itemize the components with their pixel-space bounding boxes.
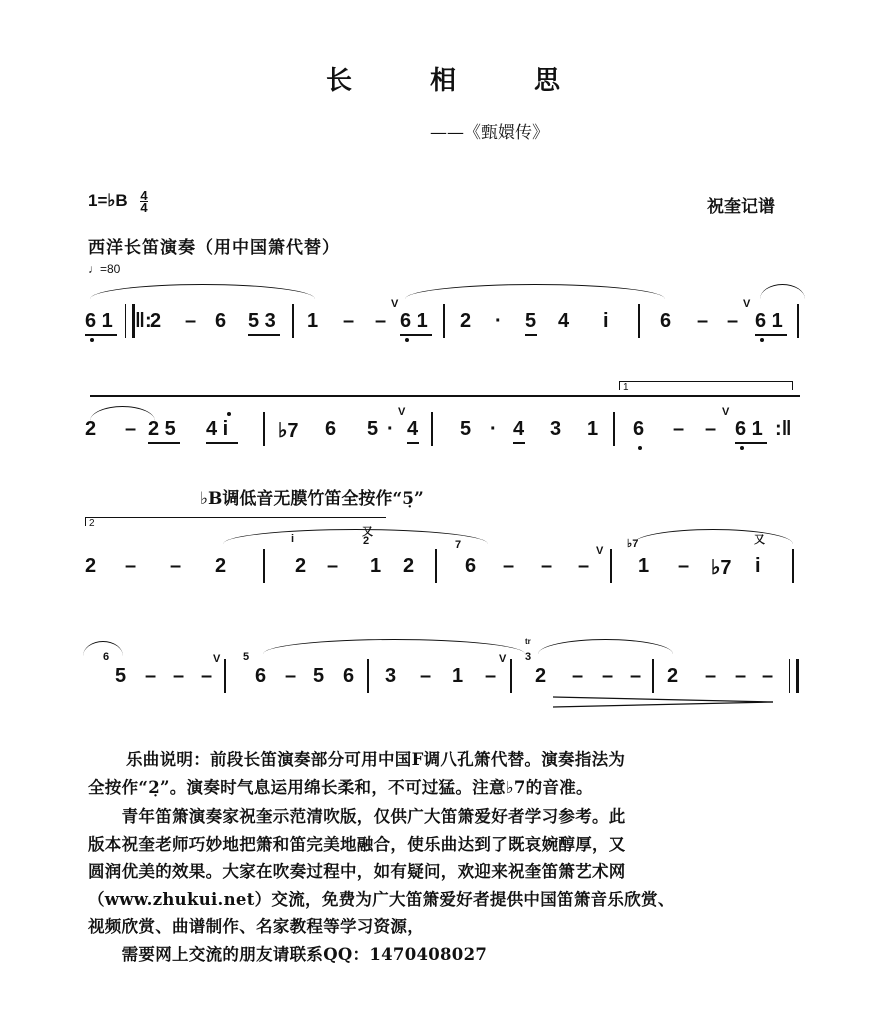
- augmentation-dot: ·: [495, 310, 502, 332]
- grace-note: 2: [363, 535, 370, 547]
- barline: [638, 304, 640, 338]
- text-line: 圆润优美的效果。大家在吹奏过程中，如有疑问，欢迎来祝奎笛箫艺术网: [88, 862, 626, 881]
- description-paragraph-1: [88, 746, 808, 801]
- note: 6: [465, 555, 477, 577]
- note: 6: [633, 418, 645, 440]
- slur: [633, 529, 793, 544]
- note: 5: [525, 310, 537, 332]
- underline: [525, 334, 537, 336]
- song-title: [0, 60, 888, 97]
- note: 4: [407, 418, 419, 440]
- barline: [443, 304, 445, 338]
- note: 2: [150, 310, 162, 332]
- dash: –: [697, 310, 709, 332]
- breath-mark: V: [398, 406, 406, 418]
- underline: [85, 334, 117, 336]
- time-sig-top: 4: [140, 188, 148, 203]
- barline: [610, 549, 612, 583]
- dash: –: [170, 555, 182, 577]
- slur: [405, 284, 665, 299]
- low-dot: [405, 338, 409, 342]
- title-char: 思: [534, 66, 563, 96]
- dash: –: [201, 665, 213, 687]
- dash: –: [572, 665, 584, 687]
- low-dot: [740, 446, 744, 450]
- note: 2: [460, 310, 472, 332]
- repeat-end: :‖: [775, 418, 792, 440]
- final-barline: [789, 659, 799, 693]
- breath-mark: V: [743, 298, 751, 310]
- underline: [148, 442, 180, 444]
- trill-mark: tr: [525, 637, 531, 646]
- note-high: 2: [403, 555, 415, 577]
- fingering-mark: 又: [754, 534, 765, 546]
- dash: –: [735, 665, 747, 687]
- dash: –: [705, 665, 717, 687]
- score-line-1: [85, 298, 805, 350]
- augmentation-dot: ·: [387, 418, 394, 440]
- barline: [263, 412, 265, 446]
- barline: [367, 659, 369, 693]
- underline: [248, 334, 280, 336]
- note-high: 2: [295, 555, 307, 577]
- description-paragraph-2: [88, 803, 808, 968]
- note: 2: [667, 665, 679, 687]
- barline: [224, 659, 226, 693]
- breath-mark: V: [213, 653, 221, 665]
- barline: [431, 412, 433, 446]
- score-line-4: [85, 637, 805, 705]
- decrescendo-hairpin: [553, 695, 778, 709]
- barline: [510, 659, 512, 693]
- underline: [735, 442, 767, 444]
- dash: –: [285, 665, 297, 687]
- text-line: 视频欣赏、曲谱制作、名家教程等学习资源，: [88, 917, 424, 936]
- note: 1: [452, 665, 464, 687]
- dash: –: [762, 665, 774, 687]
- note: 2: [215, 555, 227, 577]
- dash: –: [343, 310, 355, 332]
- volta-1: [619, 381, 793, 393]
- volta-2: [85, 517, 386, 529]
- grace-note: i: [291, 533, 295, 545]
- note: 6: [325, 418, 337, 440]
- dash: –: [185, 310, 197, 332]
- repeat-start: [125, 304, 135, 338]
- note: 6: [215, 310, 227, 332]
- note-high: i: [603, 310, 609, 332]
- key-label: 1=♭B: [88, 190, 128, 210]
- note: 4: [558, 310, 570, 332]
- dash: –: [705, 418, 717, 440]
- slur: [538, 639, 673, 654]
- slur: [263, 639, 525, 654]
- dash: –: [673, 418, 685, 440]
- volta-1-label: 1: [623, 382, 629, 393]
- text-line: （www.zhukui.net）交流，免费为广大笛箫爱好者提供中国笛箫音乐欣赏、: [88, 889, 675, 909]
- tempo-mark: ♩=80: [88, 262, 121, 276]
- note-group: 2 5: [148, 418, 176, 440]
- breath-mark: V: [596, 545, 604, 557]
- arranger: 祝奎记谱: [707, 197, 775, 217]
- note: 5: [115, 665, 127, 687]
- note: 2: [85, 555, 97, 577]
- low-dot: [638, 446, 642, 450]
- volta-2-label: 2: [89, 518, 95, 529]
- title-char: 长: [325, 66, 354, 96]
- dash: –: [485, 665, 497, 687]
- dash: –: [145, 665, 157, 687]
- grace-note: ♭7: [627, 538, 639, 550]
- note: 5: [313, 665, 325, 687]
- contact-line: 需要网上交流的朋友请联系QQ：1470408027: [88, 944, 488, 964]
- slur: [223, 529, 488, 544]
- grace-note: 5: [243, 651, 250, 663]
- barline: [792, 549, 794, 583]
- text-line: 版本祝奎老师巧妙地把箫和笛完美地融合，使乐曲达到了既哀婉醇厚，又: [88, 834, 626, 854]
- note: 5: [367, 418, 379, 440]
- note-group: 6 1: [755, 310, 783, 332]
- subtitle: ——《甄嬛传》: [430, 123, 549, 143]
- note-high: 1: [370, 555, 382, 577]
- note-group: 6 1: [735, 418, 763, 440]
- underline: [755, 334, 787, 336]
- note: 1: [587, 418, 599, 440]
- low-dot: [760, 338, 764, 342]
- note: 3: [550, 418, 562, 440]
- note-high: 1: [638, 555, 650, 577]
- dash: –: [125, 555, 137, 577]
- slur: [760, 284, 805, 299]
- dash: –: [727, 310, 739, 332]
- underline: [206, 442, 238, 444]
- performance-note: 西洋长笛演奏（用中国箫代替）: [88, 238, 340, 258]
- note: 1: [307, 310, 319, 332]
- note-group: 6 1: [400, 310, 428, 332]
- dash: –: [420, 665, 432, 687]
- flute-note: ♭B调低音无膜竹笛全按作“5̣”: [200, 489, 424, 509]
- dash: –: [503, 555, 515, 577]
- note-group: 5 3: [248, 310, 276, 332]
- note: 5: [460, 418, 472, 440]
- barline: [613, 412, 615, 446]
- breath-mark: V: [499, 653, 507, 665]
- underline: [407, 442, 419, 444]
- key-signature: [88, 190, 148, 213]
- low-dot: [90, 338, 94, 342]
- grace-note: 6: [103, 651, 110, 663]
- note-group: 4 i: [206, 418, 229, 440]
- dash: –: [173, 665, 185, 687]
- note: 6: [343, 665, 355, 687]
- note: 2: [535, 665, 547, 687]
- dash: –: [602, 665, 614, 687]
- note: 2: [85, 418, 97, 440]
- dash: –: [630, 665, 642, 687]
- text-line: 青年笛箫演奏家祝奎示范清吹版，仅供广大笛箫爱好者学习参考。此: [88, 807, 626, 826]
- underline: [513, 442, 525, 444]
- note: 4: [513, 418, 525, 440]
- barline: [292, 304, 294, 338]
- barline: [435, 549, 437, 583]
- augmentation-dot: ·: [490, 418, 497, 440]
- dash: –: [125, 418, 137, 440]
- barline: [797, 304, 799, 338]
- grace-note: 7: [455, 539, 462, 551]
- breath-mark: V: [391, 298, 399, 310]
- slur: [90, 284, 315, 299]
- breath-mark: V: [722, 406, 730, 418]
- barline: [652, 659, 654, 693]
- slur-continuation: [90, 395, 800, 397]
- text-line: 全按作“2̣”。演奏时气息运用绵长柔和，不可过猛。注意♭7的音准。: [88, 777, 593, 797]
- note-group: 6 1: [85, 310, 113, 332]
- underline: [400, 334, 432, 336]
- note: 3: [385, 665, 397, 687]
- note-flat: ♭7: [711, 557, 732, 579]
- grace-note: 3: [525, 651, 532, 663]
- dash: –: [678, 555, 690, 577]
- dash: –: [375, 310, 387, 332]
- dash: –: [541, 555, 553, 577]
- repeat-sign: ‖:: [135, 310, 152, 332]
- score-line-3: [85, 518, 805, 595]
- dash: –: [327, 555, 339, 577]
- time-signature: [140, 190, 147, 213]
- title-char: 相: [429, 66, 458, 96]
- note-high: i: [755, 555, 761, 577]
- dash: –: [578, 555, 590, 577]
- score-line-2: [85, 382, 805, 458]
- high-dot: [227, 412, 231, 416]
- time-sig-bottom: 4: [140, 200, 148, 215]
- note: 6: [255, 665, 267, 687]
- note: 6: [660, 310, 672, 332]
- note-flat: ♭7: [278, 420, 299, 442]
- tie: [90, 406, 155, 421]
- fingering-mark: 又: [362, 526, 373, 538]
- text-line: 乐曲说明：前段长笛演奏部分可用中国F调八孔箫代替。演奏指法为: [126, 750, 626, 769]
- barline: [263, 549, 265, 583]
